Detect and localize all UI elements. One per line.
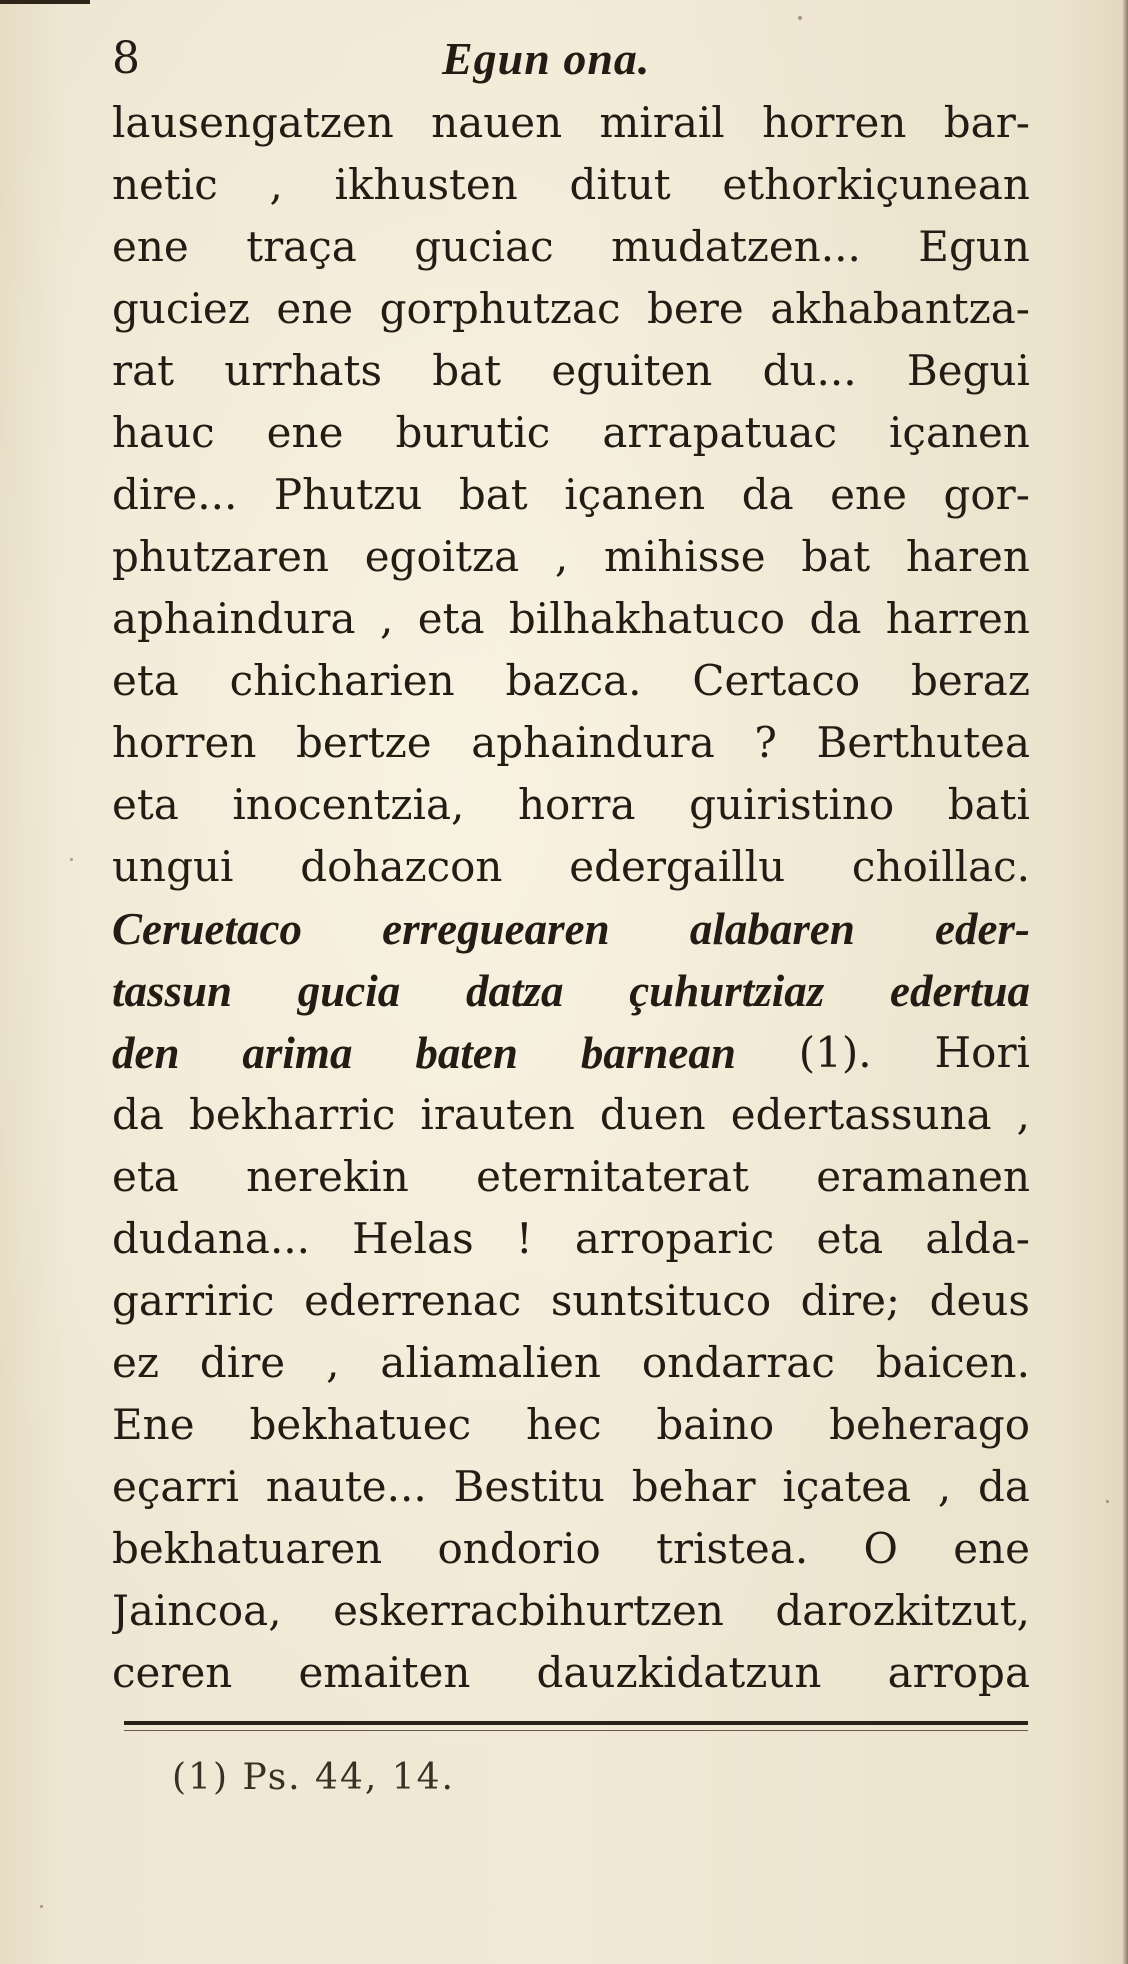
word: bat: [458, 470, 528, 519]
word: Begui: [906, 346, 1030, 395]
word: horra: [517, 780, 636, 829]
word: rat: [112, 346, 174, 395]
word: behar: [631, 1462, 756, 1511]
word: beherago: [829, 1400, 1030, 1449]
word: hec: [526, 1400, 602, 1449]
word: bilhakhatuco: [508, 594, 786, 643]
text-line: [112, 1580, 1030, 1642]
word: choillac.: [851, 842, 1030, 891]
word: ene: [830, 470, 907, 519]
text-line: [112, 526, 1030, 588]
word: garriric: [112, 1276, 275, 1325]
body-text: [112, 92, 1030, 1704]
text-line: [112, 588, 1030, 650]
word: bazca.: [505, 656, 642, 705]
text-line: [112, 1084, 1030, 1146]
word: den: [112, 1028, 180, 1078]
word: edergaillu: [569, 842, 786, 891]
word: Bestitu: [453, 1462, 605, 1511]
paper-speck: [1106, 1500, 1109, 1503]
word: irauten: [420, 1090, 575, 1139]
word: bertze: [295, 718, 432, 767]
footnote-rule: [124, 1721, 1028, 1725]
word: ,: [326, 1338, 340, 1387]
word: du...: [762, 346, 857, 395]
text-line: [112, 278, 1030, 340]
word: (1).: [798, 1028, 872, 1077]
word: dire;: [800, 1276, 901, 1325]
word: bere: [647, 284, 744, 333]
page-corner-shadow: [0, 0, 90, 4]
word: bat: [432, 346, 502, 395]
word: mihisse: [603, 532, 766, 581]
word: Helas: [352, 1214, 474, 1263]
word: eskerracbihurtzen: [333, 1586, 724, 1635]
word: eta: [112, 656, 179, 705]
word: ungui: [112, 842, 234, 891]
word: beraz: [910, 656, 1030, 705]
word: ene: [953, 1524, 1030, 1573]
running-title: Egun ona.: [442, 33, 651, 84]
word: arropa: [887, 1648, 1030, 1697]
word: eternitaterat: [476, 1152, 749, 1201]
word: arroparic: [574, 1214, 775, 1263]
paper-speck: [798, 16, 802, 20]
word: alabaren: [689, 904, 855, 954]
word: gucia: [297, 966, 401, 1016]
word: içanen: [564, 470, 706, 519]
word: O: [863, 1524, 898, 1573]
word: Certaco: [692, 656, 861, 705]
word: da: [809, 594, 862, 643]
word: Phutzu: [273, 470, 423, 519]
paper-speck: [70, 858, 73, 861]
word: bekhatuaren: [112, 1524, 383, 1573]
word: Jaincoa,: [112, 1586, 282, 1635]
word: bekharric: [188, 1090, 396, 1139]
word: dudana...: [112, 1214, 311, 1263]
text-line: [112, 1270, 1030, 1332]
word: edertua: [889, 966, 1030, 1016]
word: ditut: [569, 160, 671, 209]
word: eramanen: [816, 1152, 1030, 1201]
word: guciez: [112, 284, 250, 333]
word: horren: [112, 718, 257, 767]
word: da: [741, 470, 794, 519]
word: alda-: [925, 1214, 1030, 1263]
word: Berthutea: [816, 718, 1030, 767]
footnote-rule-thin: [124, 1730, 1028, 1731]
text-line: [112, 340, 1030, 402]
word: mirail: [599, 98, 725, 147]
text-line: [112, 464, 1030, 526]
word: içanen: [889, 408, 1030, 457]
word: arima: [242, 1028, 353, 1078]
word: barnean: [580, 1028, 736, 1078]
word: eta: [417, 594, 485, 643]
word: ethorkiçunean: [722, 160, 1030, 209]
word: tristea.: [656, 1524, 809, 1573]
word: bati: [947, 780, 1030, 829]
word: hauc: [112, 408, 215, 457]
word: chicharien: [229, 656, 455, 705]
text-line: [112, 92, 1030, 154]
text-line: [112, 402, 1030, 464]
word: dire...: [112, 470, 238, 519]
word: guiristino: [689, 780, 895, 829]
word: tassun: [112, 966, 233, 1016]
word: da: [112, 1090, 164, 1139]
page-header: [112, 28, 1030, 90]
word: bar-: [943, 98, 1030, 147]
word: baten: [415, 1028, 518, 1078]
word: suntsituco: [550, 1276, 772, 1325]
word: ikhusten: [334, 160, 518, 209]
word: arrapatuac: [602, 408, 837, 457]
word: egoitza: [364, 532, 520, 581]
word: da: [978, 1462, 1030, 1511]
word: mudatzen...: [611, 222, 861, 271]
word: Ene: [112, 1400, 195, 1449]
word: ?: [754, 718, 777, 767]
word: emaiten: [298, 1648, 471, 1697]
page-edge-shadow: [1122, 0, 1128, 1964]
word: ,: [1016, 1090, 1030, 1139]
word: eder-: [935, 904, 1030, 954]
word: haren: [905, 532, 1030, 581]
word: guciac: [414, 222, 554, 271]
word: lausengatzen: [112, 98, 394, 147]
text-line: [112, 898, 1030, 960]
word: inocentzia,: [232, 780, 465, 829]
word: aliamalien: [380, 1338, 601, 1387]
word: ene: [266, 408, 344, 457]
word: ederrenac: [304, 1276, 522, 1325]
word: baino: [656, 1400, 775, 1449]
word: ,: [554, 532, 569, 581]
text-line: [112, 1146, 1030, 1208]
word: naute...: [265, 1462, 427, 1511]
text-line: [112, 960, 1030, 1022]
text-line: [112, 154, 1030, 216]
word: eta: [112, 1152, 179, 1201]
page-number: 8: [112, 33, 140, 84]
word: bekhatuec: [249, 1400, 472, 1449]
text-line: [112, 836, 1030, 898]
word: traça: [246, 222, 357, 271]
footnote: (1) Ps. 44, 14.: [172, 1757, 456, 1798]
word: phutzaren: [112, 532, 330, 581]
word: ene: [276, 284, 354, 333]
word: gorphutzac: [379, 284, 621, 333]
word: ,: [937, 1462, 952, 1511]
word: bat: [801, 532, 871, 581]
text-line: [112, 216, 1030, 278]
word: harren: [885, 594, 1030, 643]
word: ceren: [112, 1648, 233, 1697]
text-line: [112, 650, 1030, 712]
word: Egun: [918, 222, 1030, 271]
word: ,: [269, 160, 283, 209]
word: netic: [112, 160, 218, 209]
word: eguiten: [551, 346, 713, 395]
text-line: [112, 1394, 1030, 1456]
text-line: [112, 712, 1030, 774]
word: ondorio: [437, 1524, 601, 1573]
text-line: [112, 1642, 1030, 1704]
word: akhabantza-: [770, 284, 1030, 333]
word: erreguearen: [382, 904, 610, 954]
word: ez: [112, 1338, 159, 1387]
word: dire: [199, 1338, 286, 1387]
text-line: [112, 1208, 1030, 1270]
word: ondarrac: [641, 1338, 835, 1387]
word: ,: [379, 594, 394, 643]
word: nerekin: [246, 1152, 409, 1201]
word: aphaindura: [112, 594, 356, 643]
word: eta: [816, 1214, 884, 1263]
text-line: [112, 1332, 1030, 1394]
word: deus: [929, 1276, 1030, 1325]
word: !: [515, 1214, 533, 1263]
word: çuhurtziaz: [629, 966, 825, 1016]
text-line: [112, 774, 1030, 836]
word: urrhats: [224, 346, 382, 395]
word: içatea: [782, 1462, 912, 1511]
word: nauen: [431, 98, 563, 147]
text-line: [112, 1022, 1030, 1084]
word: dauzkidatzun: [536, 1648, 822, 1697]
word: duen: [599, 1090, 706, 1139]
word: Hori: [934, 1028, 1030, 1077]
word: ene: [112, 222, 189, 271]
word: baicen.: [875, 1338, 1030, 1387]
word: Ceruetaco: [112, 904, 302, 954]
word: darozkitzut,: [775, 1586, 1030, 1635]
text-line: [112, 1518, 1030, 1580]
word: gor-: [943, 470, 1030, 519]
word: eçarri: [112, 1462, 240, 1511]
word: dohazcon: [300, 842, 503, 891]
word: burutic: [395, 408, 551, 457]
word: aphaindura: [471, 718, 715, 767]
paper-speck: [40, 1905, 43, 1908]
text-line: [112, 1456, 1030, 1518]
word: datza: [465, 966, 564, 1016]
word: eta: [112, 780, 179, 829]
word: edertassuna: [730, 1090, 992, 1139]
word: horren: [762, 98, 907, 147]
